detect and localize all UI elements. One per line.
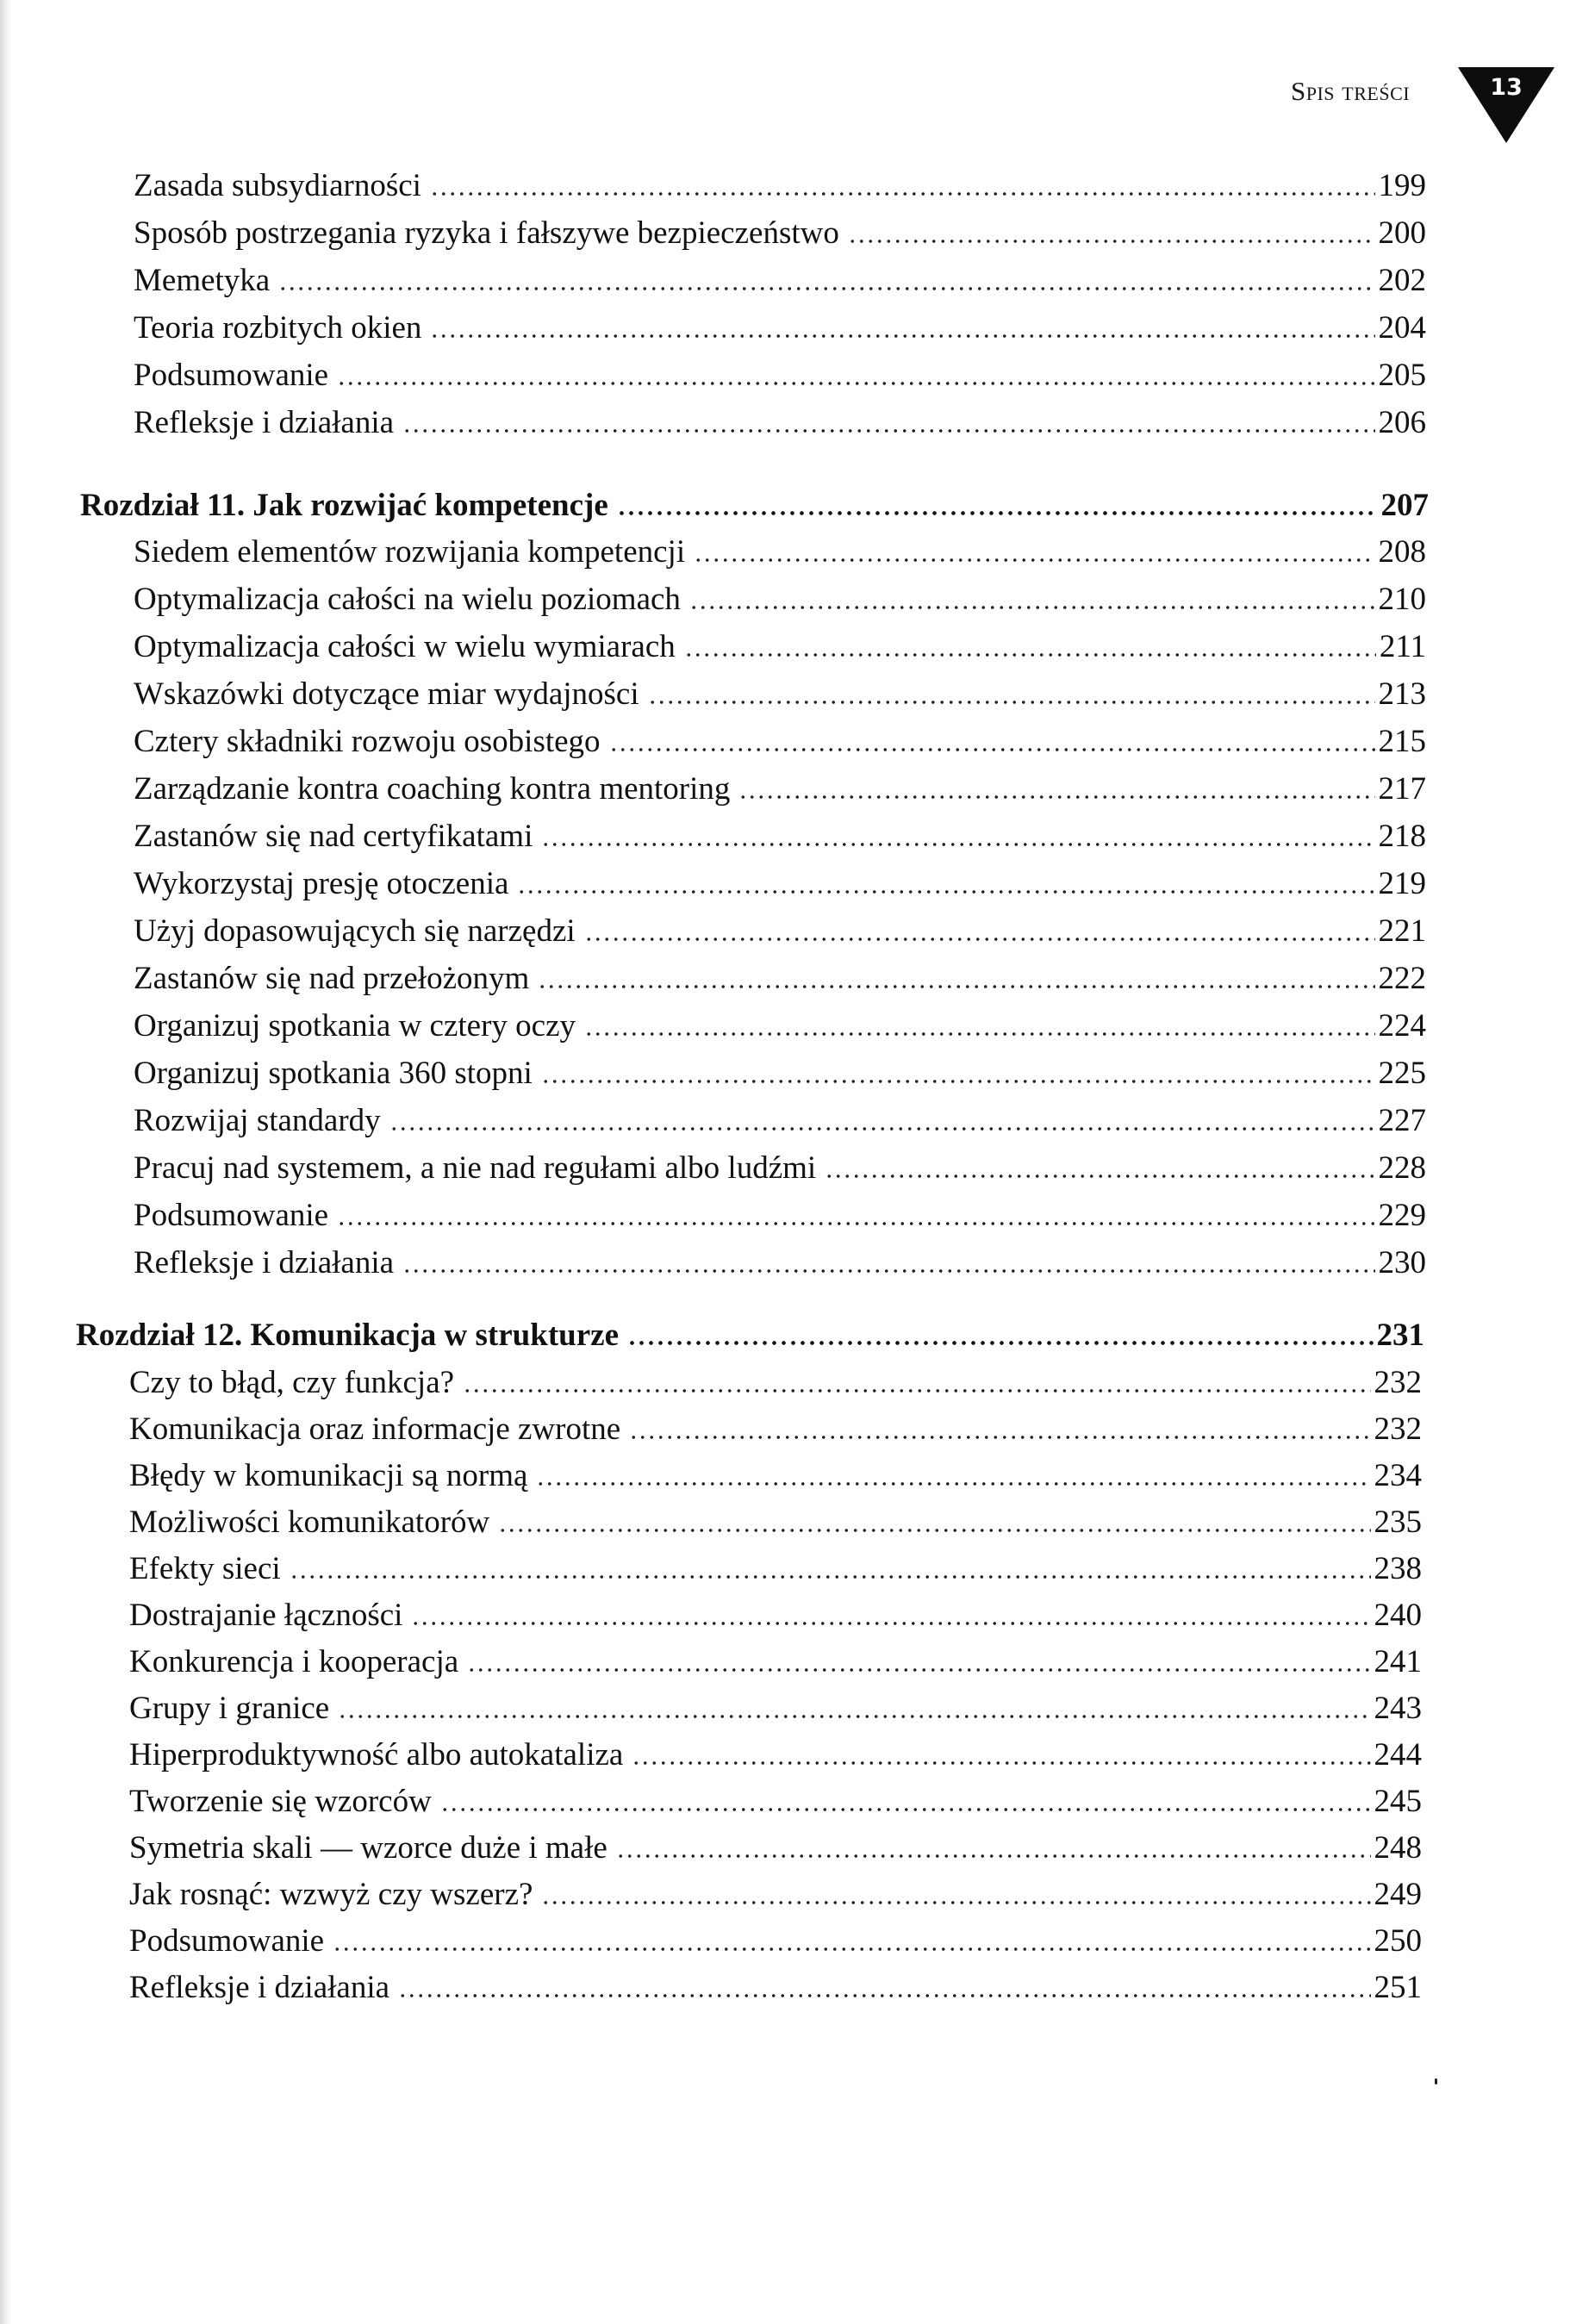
toc-chapter-11[interactable] <box>80 487 1429 525</box>
toc-entry-title: Hiperproduktywność albo autokataliza <box>129 1737 624 1773</box>
dot-leader <box>402 429 1374 433</box>
toc-entry[interactable] <box>129 1411 1422 1449</box>
dot-leader <box>411 1622 1370 1625</box>
dot-leader <box>498 1529 1370 1532</box>
toc-entry[interactable] <box>129 1922 1422 1960</box>
dot-leader <box>684 653 1376 657</box>
dot-leader <box>467 1668 1370 1672</box>
toc-entry-title: Sposób postrzegania ryzyka i fałszywe bezpieczeństwo <box>134 215 839 251</box>
toc-entry[interactable] <box>129 1969 1422 2007</box>
toc-entry-title: Memetyka <box>134 263 271 298</box>
toc-entry[interactable] <box>134 215 1426 252</box>
toc-entry-page: 249 <box>1374 1877 1422 1912</box>
dot-leader <box>689 606 1375 609</box>
toc-entry-title: Podsumowanie <box>129 1923 325 1959</box>
toc-entry-title: Organizuj spotkania 360 stopni <box>134 1056 533 1091</box>
toc-entry[interactable] <box>129 1504 1422 1542</box>
toc-entry-title: Teoria rozbitych okien <box>134 310 422 346</box>
toc-entry[interactable] <box>129 1783 1422 1821</box>
toc-entry-page: 229 <box>1378 1198 1426 1233</box>
dot-leader <box>609 748 1375 751</box>
toc-entry-title: Zastanów się nad przełożonym <box>134 961 530 996</box>
toc-entry-page: 199 <box>1378 168 1426 203</box>
dot-leader <box>584 1032 1374 1036</box>
toc-entry-page: 224 <box>1378 1008 1426 1044</box>
dot-leader <box>337 1222 1374 1225</box>
toc-entry-page: 251 <box>1374 1970 1422 2005</box>
toc-entry[interactable] <box>134 167 1426 205</box>
toc-entry[interactable] <box>134 404 1426 442</box>
toc-entry-page: 235 <box>1374 1505 1422 1540</box>
toc-entry-title: Efekty sieci <box>129 1551 281 1586</box>
toc-entry-page: 230 <box>1378 1245 1426 1280</box>
toc-entry-title: Wykorzystaj presję otoczenia <box>134 866 509 901</box>
toc-entry[interactable] <box>134 1150 1426 1187</box>
dot-leader <box>584 938 1375 941</box>
toc-entry-title: Jak rosnąć: wzwyż czy wszerz? <box>129 1877 533 1912</box>
toc-entry-title: Siedem elementów rozwijania kompetencji <box>134 534 686 570</box>
toc-entry-page: 232 <box>1374 1411 1422 1447</box>
toc-entry-page: 222 <box>1378 961 1426 996</box>
toc-entry-title: Grupy i granice <box>129 1691 330 1726</box>
dot-leader <box>463 1389 1370 1393</box>
dot-leader <box>338 1715 1370 1718</box>
toc-entry-page: 243 <box>1374 1691 1422 1726</box>
page-number: 13 <box>1490 74 1523 101</box>
dot-leader <box>440 1808 1371 1811</box>
toc-entry-title: Rozwijaj standardy <box>134 1103 381 1138</box>
toc-entry-page: 219 <box>1378 866 1426 901</box>
toc-entry-title: Symetria skali — wzorce duże i małe <box>129 1830 607 1866</box>
toc-entry-page: 211 <box>1379 629 1426 664</box>
toc-entry-title: Podsumowanie <box>134 1198 329 1233</box>
dot-leader <box>290 1575 1371 1579</box>
toc-entry-page: 215 <box>1378 724 1426 759</box>
toc-entry-page: 244 <box>1374 1737 1422 1773</box>
dot-leader <box>278 287 1374 290</box>
toc-entry-page: 238 <box>1374 1551 1422 1586</box>
toc-entry-title: Czy to błąd, czy funkcja? <box>129 1365 455 1400</box>
toc-entry-title: Podsumowanie <box>134 358 329 393</box>
dot-leader <box>541 843 1374 846</box>
toc-entry-page: 213 <box>1378 676 1426 712</box>
toc-entry-page: 202 <box>1378 263 1426 298</box>
toc-entry[interactable] <box>134 1102 1426 1140</box>
toc-entry-title: Tworzenie się wzorców <box>129 1784 432 1819</box>
toc-entry[interactable] <box>134 1055 1426 1093</box>
chapter-title: Rozdział 11. Jak rozwijać kompetencje <box>80 488 608 523</box>
toc-entry[interactable] <box>129 1829 1422 1867</box>
toc-entry[interactable] <box>134 1244 1426 1282</box>
dot-leader <box>632 1761 1370 1765</box>
toc-entry[interactable] <box>134 1197 1426 1235</box>
dot-leader <box>541 1901 1370 1904</box>
dot-leader <box>694 558 1374 562</box>
toc-entry[interactable] <box>134 770 1426 808</box>
toc-entry-title: Refleksje i działania <box>134 405 395 440</box>
dot-leader <box>430 334 1374 338</box>
dot-leader <box>848 240 1375 243</box>
toc-entry-page: 245 <box>1374 1784 1422 1819</box>
toc-entry[interactable] <box>134 960 1426 998</box>
toc-entry-page: 221 <box>1378 913 1426 949</box>
toc-entry[interactable] <box>134 676 1426 713</box>
dot-leader <box>738 795 1374 799</box>
toc-entry-title: Zastanów się nad certyfikatami <box>134 819 533 854</box>
toc-entry-page: 210 <box>1378 582 1426 617</box>
toc-entry[interactable] <box>129 1690 1422 1728</box>
running-header-title: Spis treści <box>1291 76 1411 106</box>
toc-entry[interactable] <box>134 262 1426 300</box>
toc-entry-title: Zasada subsydiarności <box>134 168 421 203</box>
toc-entry[interactable] <box>129 1364 1422 1402</box>
dot-leader <box>333 1947 1370 1951</box>
toc-entry[interactable] <box>134 913 1426 950</box>
chapter-page: 231 <box>1376 1318 1424 1353</box>
toc-entry[interactable] <box>129 1643 1422 1681</box>
toc-entry[interactable] <box>134 357 1426 395</box>
toc-entry[interactable] <box>129 1597 1422 1635</box>
toc-entry[interactable] <box>129 1876 1422 1914</box>
toc-entry-page: 232 <box>1374 1365 1422 1400</box>
dot-leader <box>538 985 1374 988</box>
toc-entry-title: Dostrajanie łączności <box>129 1598 403 1633</box>
dot-leader <box>337 382 1374 385</box>
toc-entry-title: Użyj dopasowujących się narzędzi <box>134 913 576 949</box>
toc-chapter-12[interactable] <box>76 1317 1424 1355</box>
toc-entry[interactable] <box>134 309 1426 347</box>
toc-entry-page: 234 <box>1374 1458 1422 1493</box>
toc-entry-page: 241 <box>1374 1644 1422 1679</box>
toc-entry[interactable] <box>134 818 1426 856</box>
toc-entry[interactable] <box>129 1457 1422 1495</box>
toc-entry[interactable] <box>134 628 1426 666</box>
dot-leader <box>402 1269 1374 1273</box>
toc-entry[interactable] <box>134 581 1426 619</box>
toc-entry-page: 217 <box>1378 771 1426 807</box>
toc-entry-title: Refleksje i działania <box>134 1245 395 1280</box>
toc-entry[interactable] <box>134 533 1426 571</box>
toc-entry-title: Konkurencja i kooperacja <box>129 1644 459 1679</box>
toc-entry[interactable] <box>129 1550 1422 1588</box>
toc-entry-title: Błędy w komunikacji są normą <box>129 1458 528 1493</box>
toc-entry-title: Możliwości komunikatorów <box>129 1505 490 1540</box>
toc-entry-page: 200 <box>1378 215 1426 251</box>
scan-shadow-edge <box>0 0 12 2324</box>
toc-entry-title: Pracuj nad systemem, a nie nad regułami albo ludźmi <box>134 1150 817 1186</box>
toc-entry-title: Zarządzanie kontra coaching kontra mentoring <box>134 771 731 807</box>
toc-entry-page: 208 <box>1378 534 1426 570</box>
dot-leader <box>389 1127 1375 1131</box>
toc-entry-page: 206 <box>1378 405 1426 440</box>
dot-leader <box>517 890 1374 894</box>
toc-entry[interactable] <box>134 723 1426 761</box>
toc-entry[interactable] <box>134 1007 1426 1045</box>
toc-entry-title: Optymalizacja całości na wielu poziomach <box>134 582 681 617</box>
toc-entry-page: 228 <box>1378 1150 1426 1186</box>
page-number-badge <box>1456 67 1556 143</box>
dot-leader <box>398 1994 1370 1997</box>
toc-entry-page: 204 <box>1378 310 1426 346</box>
dot-leader <box>616 1854 1371 1858</box>
toc-entry-page: 250 <box>1374 1923 1422 1959</box>
dot-leader <box>648 701 1375 704</box>
toc-entry-page: 225 <box>1378 1056 1426 1091</box>
toc-entry-page: 218 <box>1378 819 1426 854</box>
dot-leader <box>627 1341 1374 1345</box>
toc-entry-page: 205 <box>1378 358 1426 393</box>
scan-speck <box>1435 2078 1437 2084</box>
toc-entry-page: 227 <box>1378 1103 1426 1138</box>
toc-entry[interactable] <box>134 865 1426 903</box>
dot-leader <box>430 192 1375 196</box>
dot-leader <box>536 1482 1370 1486</box>
toc-entry-title: Refleksje i działania <box>129 1970 390 2005</box>
chapter-title: Rozdział 12. Komunikacja w strukturze <box>76 1318 619 1353</box>
toc-entry-title: Organizuj spotkania w cztery oczy <box>134 1008 576 1044</box>
toc-entry-title: Cztery składniki rozwoju osobistego <box>134 724 601 759</box>
toc-entry-title: Optymalizacja całości w wielu wymiarach <box>134 629 676 664</box>
toc-entry-page: 248 <box>1374 1830 1422 1866</box>
dot-leader <box>617 511 1378 515</box>
dot-leader <box>541 1080 1375 1083</box>
toc-entry-page: 240 <box>1374 1598 1422 1633</box>
chapter-page: 207 <box>1380 488 1429 523</box>
toc-entry-title: Komunikacja oraz informacje zwrotne <box>129 1411 621 1447</box>
toc-entry[interactable] <box>129 1736 1422 1774</box>
dot-leader <box>825 1174 1374 1178</box>
toc-entry-title: Wskazówki dotyczące miar wydajności <box>134 676 639 712</box>
dot-leader <box>629 1436 1370 1439</box>
